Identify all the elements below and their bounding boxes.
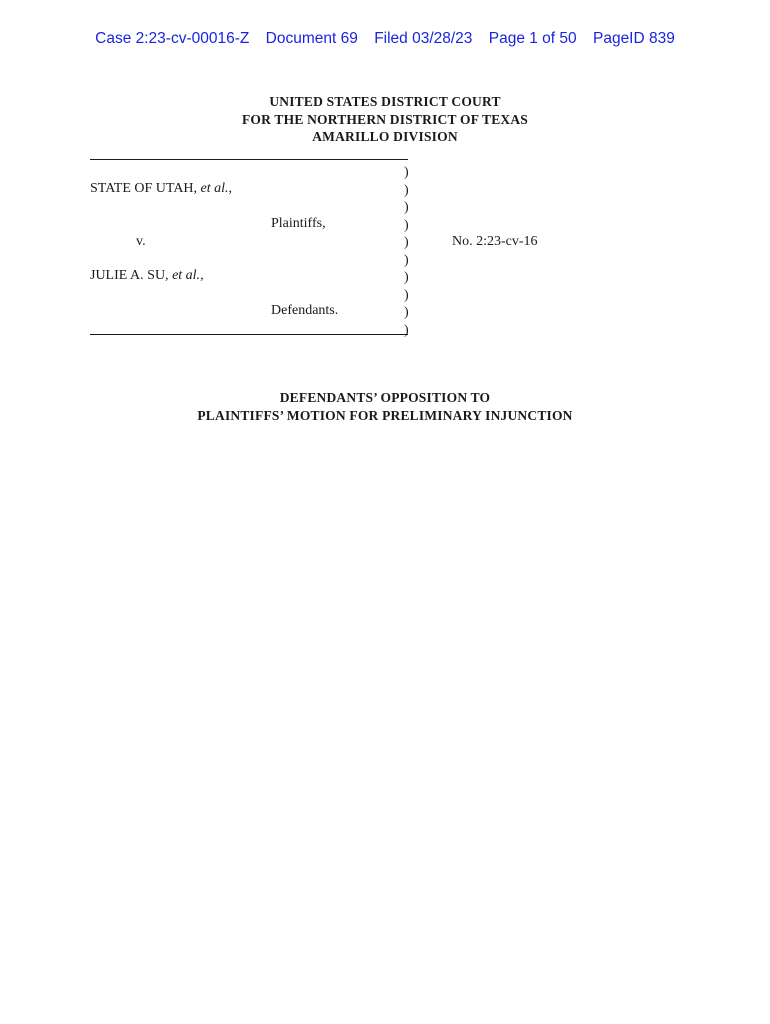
caption-paren: ) xyxy=(404,217,409,233)
case-number-stamp: Case 2:23-cv-00016-Z xyxy=(95,30,250,47)
plaintiff-role: Plaintiffs, xyxy=(271,216,326,231)
plaintiff-name: STATE OF UTAH, xyxy=(90,181,201,196)
caption-top-rule xyxy=(90,159,408,160)
caption-paren: ) xyxy=(404,252,409,268)
document-title xyxy=(0,389,770,425)
caption-paren-column xyxy=(404,164,409,339)
caption-paren: ) xyxy=(404,165,409,180)
defendant-et-al: et al. xyxy=(172,268,201,283)
page-id-stamp: PageID 839 xyxy=(592,30,675,47)
document-title-line2: PLAINTIFFS’ MOTION FOR PRELIMINARY INJUNCTION xyxy=(197,408,573,423)
case-header-stamp xyxy=(0,30,770,48)
document-title-line1: DEFENDANTS’ OPPOSITION TO xyxy=(279,390,491,405)
caption-paren: ) xyxy=(404,182,409,198)
plaintiff-et-al: et al. xyxy=(200,181,229,196)
page-count-stamp: Page 1 of 50 xyxy=(488,30,577,47)
defendant-name: JULIE A. SU, xyxy=(90,268,173,283)
plaintiff-party xyxy=(90,181,232,197)
defendant-suffix: , xyxy=(200,268,204,283)
case-number: No. 2:23-cv-16 xyxy=(452,234,538,249)
court-name: UNITED STATES DISTRICT COURT xyxy=(269,94,501,109)
caption-paren: ) xyxy=(404,200,409,215)
filed-date-stamp: Filed 03/28/23 xyxy=(374,30,473,47)
plaintiff-suffix: , xyxy=(228,181,233,196)
caption-paren: ) xyxy=(404,322,409,338)
caption-paren: ) xyxy=(404,287,409,303)
document-number-stamp: Document 69 xyxy=(265,30,358,47)
caption-paren: ) xyxy=(404,305,409,320)
defendant-role: Defendants. xyxy=(271,303,339,318)
caption-paren: ) xyxy=(404,270,409,285)
court-heading xyxy=(0,93,770,146)
court-district: FOR THE NORTHERN DISTRICT OF TEXAS xyxy=(241,111,528,127)
caption-bottom-rule xyxy=(90,334,408,335)
caption-paren: ) xyxy=(404,235,409,250)
defendant-party xyxy=(90,268,204,284)
court-division: AMARILLO DIVISION xyxy=(312,129,458,144)
versus-label: v. xyxy=(136,234,146,249)
